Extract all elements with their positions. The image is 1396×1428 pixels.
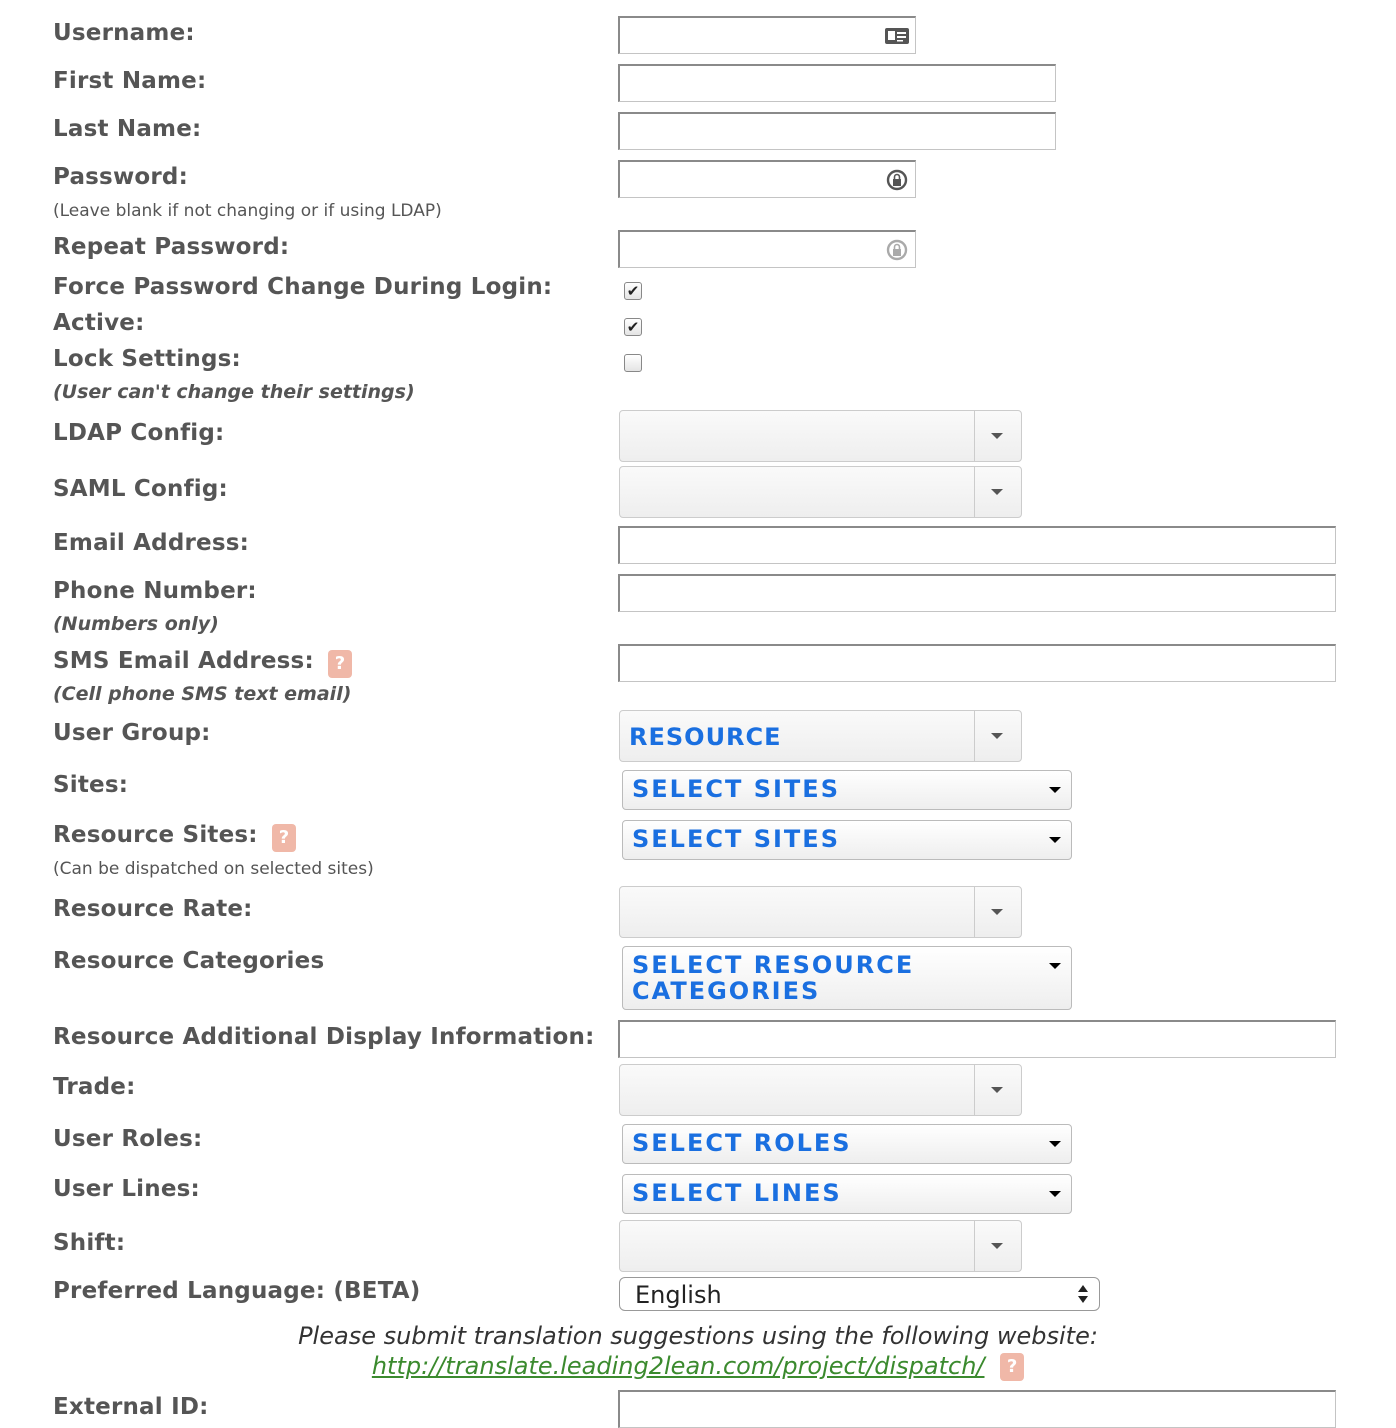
preferred-language-select[interactable]: [619, 1277, 1100, 1311]
trade-select[interactable]: [619, 1064, 1022, 1116]
last-name-label: Last Name:: [53, 116, 202, 142]
last-name-input[interactable]: [618, 112, 1056, 150]
user-lines-multiselect[interactable]: [622, 1174, 1072, 1214]
translation-note: Please submit translation suggestions using the following website:: [298, 1322, 1098, 1350]
lock-settings-label: Lock Settings:: [53, 346, 241, 372]
dropdown-arrow-icon[interactable]: [974, 411, 1021, 461]
dropdown-arrow-icon[interactable]: [974, 887, 1021, 937]
resource-additional-input[interactable]: [618, 1020, 1336, 1058]
active-checkbox[interactable]: [624, 318, 642, 336]
resource-sites-label: Resource Sites:: [53, 822, 258, 848]
user-roles-label: User Roles:: [53, 1126, 203, 1152]
sms-email-input[interactable]: [618, 644, 1336, 682]
sms-email-hint: (Cell phone SMS text email): [53, 683, 352, 705]
saml-config-select[interactable]: [619, 466, 1022, 518]
phone-hint: (Numbers only): [53, 613, 219, 635]
checkmark-icon: ✔: [626, 318, 640, 336]
contact-card-icon[interactable]: [884, 23, 910, 49]
first-name-input[interactable]: [618, 64, 1056, 102]
password-manager-icon[interactable]: [884, 167, 910, 193]
password-input[interactable]: [618, 160, 916, 198]
repeat-password-input[interactable]: [618, 230, 916, 268]
resource-rate-select[interactable]: [619, 886, 1022, 938]
sites-multiselect[interactable]: [622, 770, 1072, 810]
password-label: Password:: [53, 164, 188, 190]
user-lines-value: SELECT LINES: [632, 1179, 842, 1207]
shift-select[interactable]: [619, 1220, 1022, 1272]
username-input[interactable]: [618, 16, 916, 54]
help-icon[interactable]: ?: [328, 650, 352, 678]
resource-categories-multiselect[interactable]: [622, 946, 1072, 1010]
dropdown-arrow-icon[interactable]: [974, 1065, 1021, 1115]
resource-sites-value: SELECT SITES: [632, 825, 840, 853]
resource-categories-value: SELECT RESOURCE CATEGORIES: [632, 951, 915, 1005]
saml-config-label: SAML Config:: [53, 476, 228, 502]
dropdown-arrow-icon[interactable]: [974, 711, 1021, 761]
username-label: Username:: [53, 20, 195, 46]
email-input[interactable]: [618, 526, 1336, 564]
dropdown-arrow-icon[interactable]: [974, 1221, 1021, 1271]
resource-sites-multiselect[interactable]: [622, 820, 1072, 860]
sites-value: SELECT SITES: [632, 775, 840, 803]
shift-label: Shift:: [53, 1230, 126, 1256]
dropdown-arrow-icon: [1049, 837, 1061, 843]
first-name-label: First Name:: [53, 68, 207, 94]
email-label: Email Address:: [53, 530, 250, 556]
user-group-value: RESOURCE: [629, 723, 782, 751]
resource-rate-label: Resource Rate:: [53, 896, 253, 922]
preferred-language-label: Preferred Language: (BETA): [53, 1278, 421, 1304]
lock-settings-checkbox[interactable]: [624, 354, 642, 372]
external-id-input[interactable]: [618, 1390, 1336, 1428]
external-id-label: External ID:: [53, 1394, 209, 1420]
resource-categories-label: Resource Categories: [53, 948, 325, 974]
help-icon[interactable]: ?: [1000, 1353, 1024, 1381]
sms-email-label: SMS Email Address:: [53, 648, 314, 674]
dropdown-arrow-icon: [1049, 787, 1061, 793]
user-group-label: User Group:: [53, 720, 211, 746]
lock-settings-hint: (User can't change their settings): [53, 381, 415, 403]
preferred-language-value: English: [635, 1281, 722, 1309]
resource-sites-hint: (Can be dispatched on selected sites): [53, 859, 374, 879]
translation-link-row: [0, 1352, 1396, 1381]
trade-label: Trade:: [53, 1074, 136, 1100]
dropdown-arrow-icon: [1049, 963, 1061, 969]
ldap-config-label: LDAP Config:: [53, 420, 225, 446]
dropdown-arrow-icon[interactable]: [974, 467, 1021, 517]
repeat-password-label: Repeat Password:: [53, 234, 290, 260]
dropdown-arrow-icon: [1049, 1141, 1061, 1147]
sites-label: Sites:: [53, 772, 129, 798]
help-icon[interactable]: ?: [272, 824, 296, 852]
force-password-change-checkbox[interactable]: [624, 282, 642, 300]
ldap-config-select[interactable]: [619, 410, 1022, 462]
resource-additional-label: Resource Additional Display Information:: [53, 1024, 595, 1050]
user-roles-multiselect[interactable]: [622, 1124, 1072, 1164]
user-roles-value: SELECT ROLES: [632, 1129, 852, 1157]
checkmark-icon: ✔: [626, 282, 640, 300]
password-hint: (Leave blank if not changing or if using LDAP): [53, 201, 442, 221]
phone-input[interactable]: [618, 574, 1336, 612]
updown-arrow-icon: [1077, 1282, 1089, 1306]
user-group-select[interactable]: [619, 710, 1022, 762]
password-manager-icon[interactable]: [884, 237, 910, 263]
active-label: Active:: [53, 310, 145, 336]
force-password-change-label: Force Password Change During Login:: [53, 274, 553, 300]
translation-link[interactable]: http://translate.leading2lean.com/project/dispatch/: [371, 1352, 985, 1380]
phone-label: Phone Number:: [53, 578, 257, 604]
user-lines-label: User Lines:: [53, 1176, 200, 1202]
dropdown-arrow-icon: [1049, 1191, 1061, 1197]
